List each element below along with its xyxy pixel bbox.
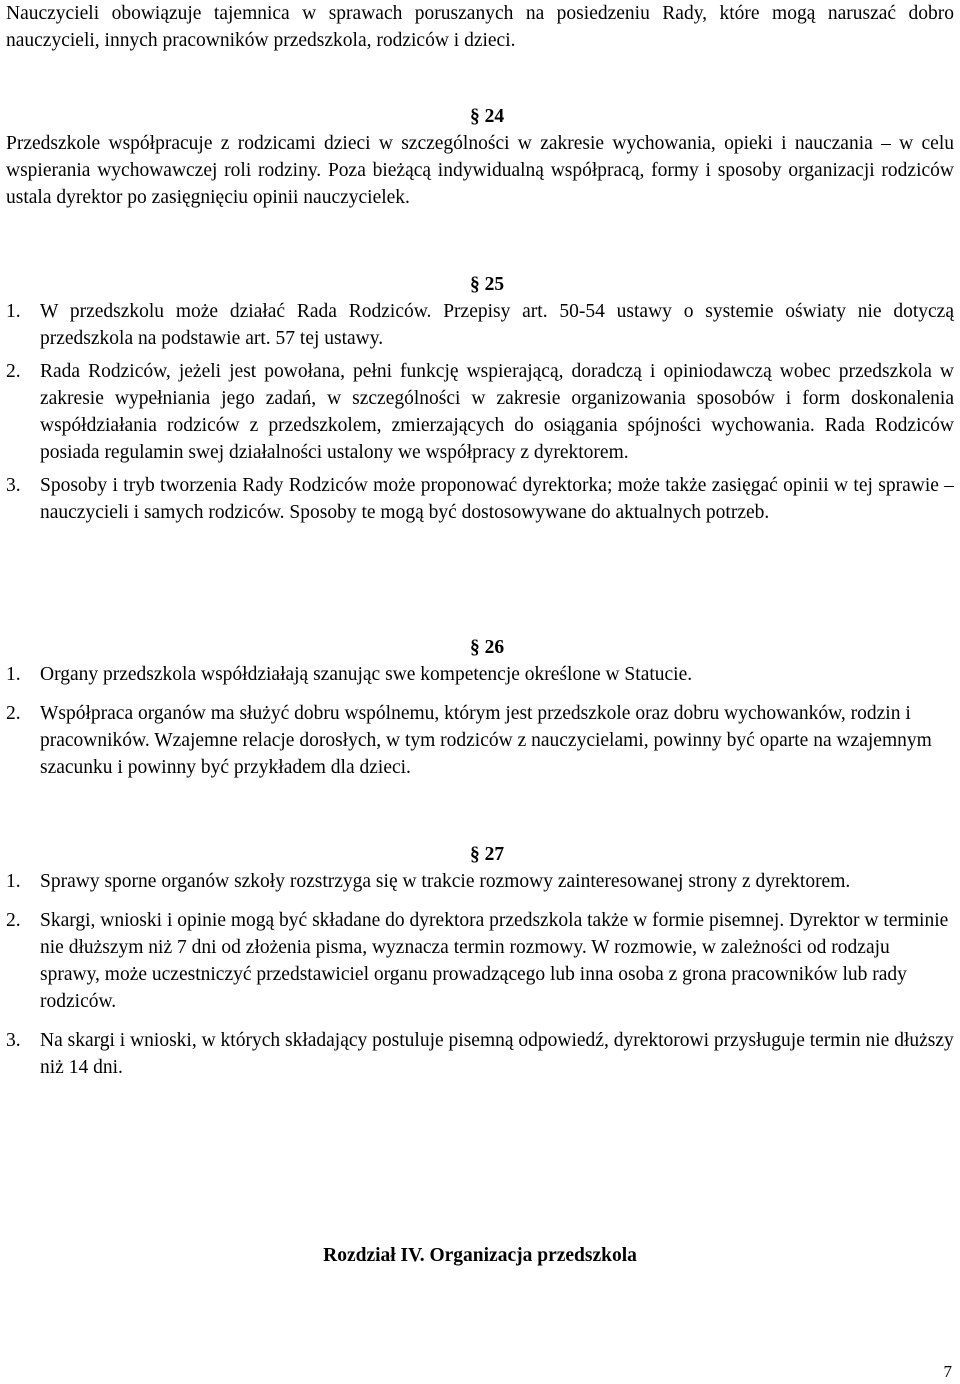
item-number: 1. <box>6 301 21 322</box>
item-text: Sposoby i tryb tworzenia Rady Rodziców może proponować dyrektorka; może także zasięgać opinii w tej sprawie – nauczycieli i samych rodziców. Sposoby te mogą być dostosowywane do aktualnych potrzeb. <box>40 475 954 523</box>
item-text: Skargi, wnioski i opinie mogą być składane do dyrektora przedszkola także w formie pisemnej. Dyrektor w terminie nie dłuższym niż 7 dni od złożenia pisma, wyznacza termin rozmowy. W rozmowie, w zależności od rodzaju sprawy, może uczestniczyć przedstawiciel organu prowadzącego lub inna osoba z grona pracowników lub rady rodziców. <box>40 910 949 1012</box>
section-27-heading: § 27 <box>469 844 505 865</box>
item-text: Rada Rodziców, jeżeli jest powołana, pełni funkcję wspierającą, doradczą i opiniodawczą wobec przedszkola w zakresie wypełniania jego zadań, w szczególności w zakresie organizowania sposobów i form doskonalenia współdziałania rodziców z przedszkolem, zmierzających do osiągania spójności wychowania. Rada Rodziców posiada regulamin swej działalności ustalony we współpracy z dyrektorem. <box>40 361 954 463</box>
item-number: 2. <box>6 703 21 724</box>
section-26-item-1 <box>6 661 954 688</box>
item-number: 3. <box>6 475 21 496</box>
section-24 <box>6 103 954 211</box>
section-25-item-1 <box>6 298 954 352</box>
section-27-item-2 <box>6 907 954 1015</box>
section-27-item-3 <box>6 1027 954 1081</box>
item-number: 1. <box>6 664 21 685</box>
section-27 <box>6 841 954 1081</box>
section-25-item-2 <box>6 358 954 466</box>
section-24-text: Przedszkole współpracuje z rodzicami dzieci w szczególności w zakresie wychowania, opieki i nauczania – w celu wspierania wychowawczej roli rodziny. Poza bieżącą indywidualną współpracą, formy i sposoby organizacji rodziców ustala dyrektor po zasięgnięciu opinii nauczycielek. <box>6 133 954 208</box>
section-26 <box>6 634 954 781</box>
page-number: 7 <box>943 1362 952 1381</box>
chapter-title: Rozdział IV. Organizacja przedszkola <box>323 1245 637 1266</box>
item-number: 2. <box>6 910 21 931</box>
section-25 <box>6 271 954 526</box>
item-number: 3. <box>6 1030 21 1051</box>
section-26-heading: § 26 <box>469 637 505 658</box>
section-25-item-3 <box>6 472 954 526</box>
item-number: 1. <box>6 871 21 892</box>
item-text: Współpraca organów ma służyć dobru wspólnemu, którym jest przedszkole oraz dobru wychowanków, rodzin i pracowników. Wzajemne relacje dorosłych, w tym rodziców z nauczycielami, powinny być oparte na wzajemnym szacunku i powinny być przykładem dla dzieci. <box>40 703 932 778</box>
item-text: W przedszkolu może działać Rada Rodziców. Przepisy art. 50-54 ustawy o systemie oświaty nie dotyczą przedszkola na podstawie art. 57 tej ustawy. <box>40 301 954 349</box>
section-27-item-1 <box>6 868 954 895</box>
item-text: Na skargi i wnioski, w których składający postuluje pisemną odpowiedź, dyrektorowi przysługuje termin nie dłuższy niż 14 dni. <box>40 1030 954 1078</box>
item-text: Organy przedszkola współdziałają szanując swe kompetencje określone w Statucie. <box>40 664 693 685</box>
section-24-heading: § 24 <box>469 106 505 127</box>
item-number: 2. <box>6 361 21 382</box>
section-26-item-2 <box>6 700 954 781</box>
section-25-heading: § 25 <box>469 274 505 295</box>
intro-paragraph: Nauczycieli obowiązuje tajemnica w sprawach poruszanych na posiedzeniu Rady, które mogą naruszać dobro nauczycieli, innych pracowników przedszkola, rodziców i dzieci. <box>6 3 954 51</box>
item-text: Sprawy sporne organów szkoły rozstrzyga się w trakcie rozmowy zainteresowanej strony z dyrektorem. <box>40 871 851 892</box>
